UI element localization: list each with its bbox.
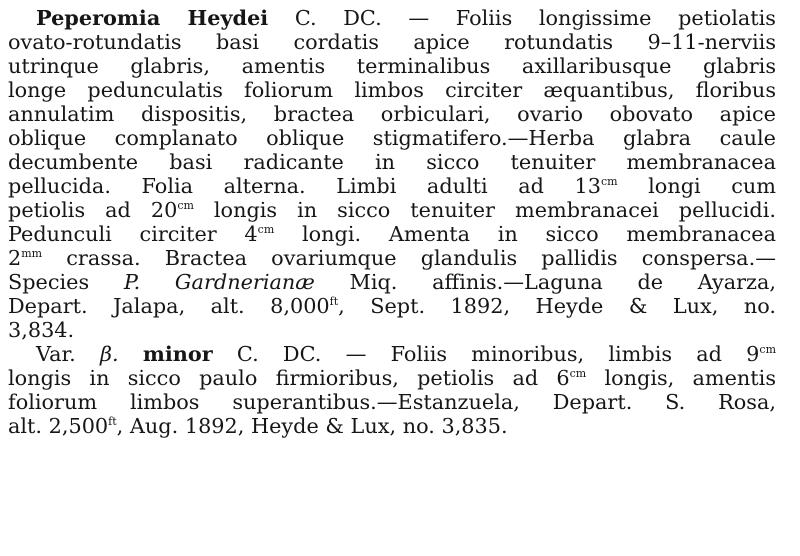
species-name: Peperomia Heydei xyxy=(36,5,269,30)
line-text: Pedunculi circiter 4 xyxy=(8,222,258,246)
line-text: Species xyxy=(8,270,124,294)
unit-superscript: cm xyxy=(177,199,194,212)
line-text: oblique complanato oblique stigmatifero.—Herba glabra caule xyxy=(8,126,776,150)
unit-superscript: mm xyxy=(21,247,43,260)
unit-superscript: cm xyxy=(600,175,618,188)
entry-line-10 xyxy=(8,222,776,246)
line-text: longis in sicco tenuiter membranacei pellucidi. xyxy=(193,198,776,222)
unit-superscript: ft xyxy=(329,295,339,308)
collection-number: 3,834. xyxy=(8,318,75,342)
entry-line-14 xyxy=(8,318,776,342)
unit-superscript: ft xyxy=(108,415,117,428)
line-text: , Aug. 1892, Heyde & Lux, no. 3,835. xyxy=(116,414,508,438)
line-text: Depart. Jalapa, alt. 8,000 xyxy=(8,294,330,318)
line-text: Miq. affinis.—Laguna de Ayarza, xyxy=(314,270,777,294)
unit-superscript: cm xyxy=(759,343,776,356)
line-text: longi cum xyxy=(617,174,776,198)
line-text: — Foliis minoribus, limbis ad 9 xyxy=(321,342,760,366)
entry-line-2 xyxy=(8,30,776,54)
line-text: , Sept. 1892, Heyde & Lux, no. xyxy=(338,294,776,318)
line-text: longi. Amenta in sicco membranacea xyxy=(274,222,776,246)
line-text: decumbente basi radicante in sicco tenuiter membranacea xyxy=(8,150,776,174)
entry-line-8 xyxy=(8,174,776,198)
variety-line-4 xyxy=(8,414,776,438)
line-text: utrinque glabris, amentis terminalibus axillaribusque glabris xyxy=(8,54,776,78)
unit-superscript: cm xyxy=(257,223,275,236)
entry-line-7 xyxy=(8,150,776,174)
author-citation: C. DC. xyxy=(212,342,322,366)
variety-label: Var. xyxy=(36,342,100,366)
line-text: — Foliis longissime petiolatis xyxy=(408,6,776,30)
entry-line-1 xyxy=(36,6,776,30)
line-text: longis in sicco paulo firmioribus, petiolis ad 6 xyxy=(8,366,570,390)
unit-superscript: cm xyxy=(569,367,587,380)
line-text: longe pedunculatis foliorum limbos circiter æquantibus, floribus xyxy=(8,78,776,102)
entry-line-5 xyxy=(8,102,776,126)
variety-line-1 xyxy=(36,342,776,366)
author-citation: C. DC. xyxy=(294,6,382,30)
line-text: annulatim dispositis, bractea orbiculari, ovario obovato apice xyxy=(8,102,776,126)
line-text: alt. 2,500 xyxy=(8,414,109,438)
entry-line-9 xyxy=(8,198,776,222)
line-text: foliorum limbos superantibus.—Estanzuela, Depart. S. Rosa, xyxy=(8,390,776,414)
line-text: petiolis ad 20 xyxy=(8,198,178,222)
line-text: longis, amentis xyxy=(586,366,776,390)
entry-line-6 xyxy=(8,126,776,150)
variety-line-3 xyxy=(8,390,776,414)
entry-line-3 xyxy=(8,54,776,78)
species-reference: P. Gardnerianæ xyxy=(123,270,315,294)
variety-line-2 xyxy=(8,366,776,390)
entry-line-4 xyxy=(8,78,776,102)
line-text: 2 xyxy=(8,246,22,270)
variety-greek: β. xyxy=(100,342,119,366)
line-text: ovato-rotundatis basi cordatis apice rotundatis 9–11-nerviis xyxy=(8,30,776,54)
variety-name: minor xyxy=(142,341,213,366)
entry-line-11 xyxy=(8,246,776,270)
entry-line-13 xyxy=(8,294,776,318)
line-text: pellucida. Folia alterna. Limbi adulti ad 13 xyxy=(8,174,601,198)
entry-line-12 xyxy=(8,270,776,294)
line-text: crassa. Bractea ovariumque glandulis pallidis conspersa.— xyxy=(42,246,776,270)
